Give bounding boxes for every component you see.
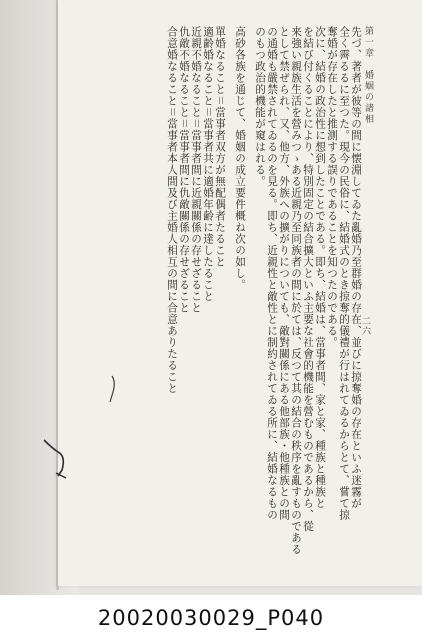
list-item: 合意婚なること＝當事者本人間及び主婚人相互の間に合意ありたること [166, 26, 178, 394]
text-column: 全く霽るるに至つた。現今の民俗に、結婚式のとき掠奪的儀禮が行はれてゐるからとて、嘗て掠 [338, 26, 350, 521]
text-column: 次に、結婚の政治性に想到したことである。即ち、結婚は、當事者間、家と家、種族と種族と [314, 26, 326, 509]
text-column: 奪婚が存在したと推測する誤りであることを知つたのである。 [326, 26, 338, 348]
list-item: 仇敵不婚なること＝當事者間に仇敵關係の存せざること [178, 26, 190, 314]
text-column: として禁ぜられ、又、他方、外族への擴がりについても、敵對關係にある他部族・他種族との間 [278, 26, 290, 521]
text-column: のもつ政治的機能が窺はれる。 [254, 26, 266, 187]
text-column: を結び付くることにより、特別固定の結合擴大といふ主要な社會的機能を營むものであるから、從 [302, 26, 314, 532]
list-item: 單婚なること＝當事者双方が無配偶者たること [214, 26, 226, 268]
text-column: 来強い親族生活を營みつゝある近親乃至同族者の間に於ては、反つて其の結合の秩序を亂すものである [290, 26, 302, 555]
page-number: 二六 [360, 316, 370, 336]
text-column: 先づ、著者が彼等の間に懐淵してゐた亂婚乃至群婚の存在、並びに掠奪婚の存在といふ迷霧が [350, 26, 362, 509]
chapter-header: 第一章 婚姻の諸相 [363, 26, 373, 125]
list-item: 適齢婚なること＝當事者共に適婚年齢に達したること [202, 26, 214, 302]
text-column: 高砂各族を通じて、婚姻の成立要件概ね次の如し。 [234, 26, 246, 291]
text-column: の通婚も嚴禁されてゐるのを見る。即ち、近親性と敵性とに制約されてゐる所に、結婚なるもの [266, 26, 278, 521]
image-caption: 20020030029_P040 [97, 606, 325, 630]
list-item: 近親不婚なること＝當事者間に近親關係の存せざること [190, 26, 202, 314]
